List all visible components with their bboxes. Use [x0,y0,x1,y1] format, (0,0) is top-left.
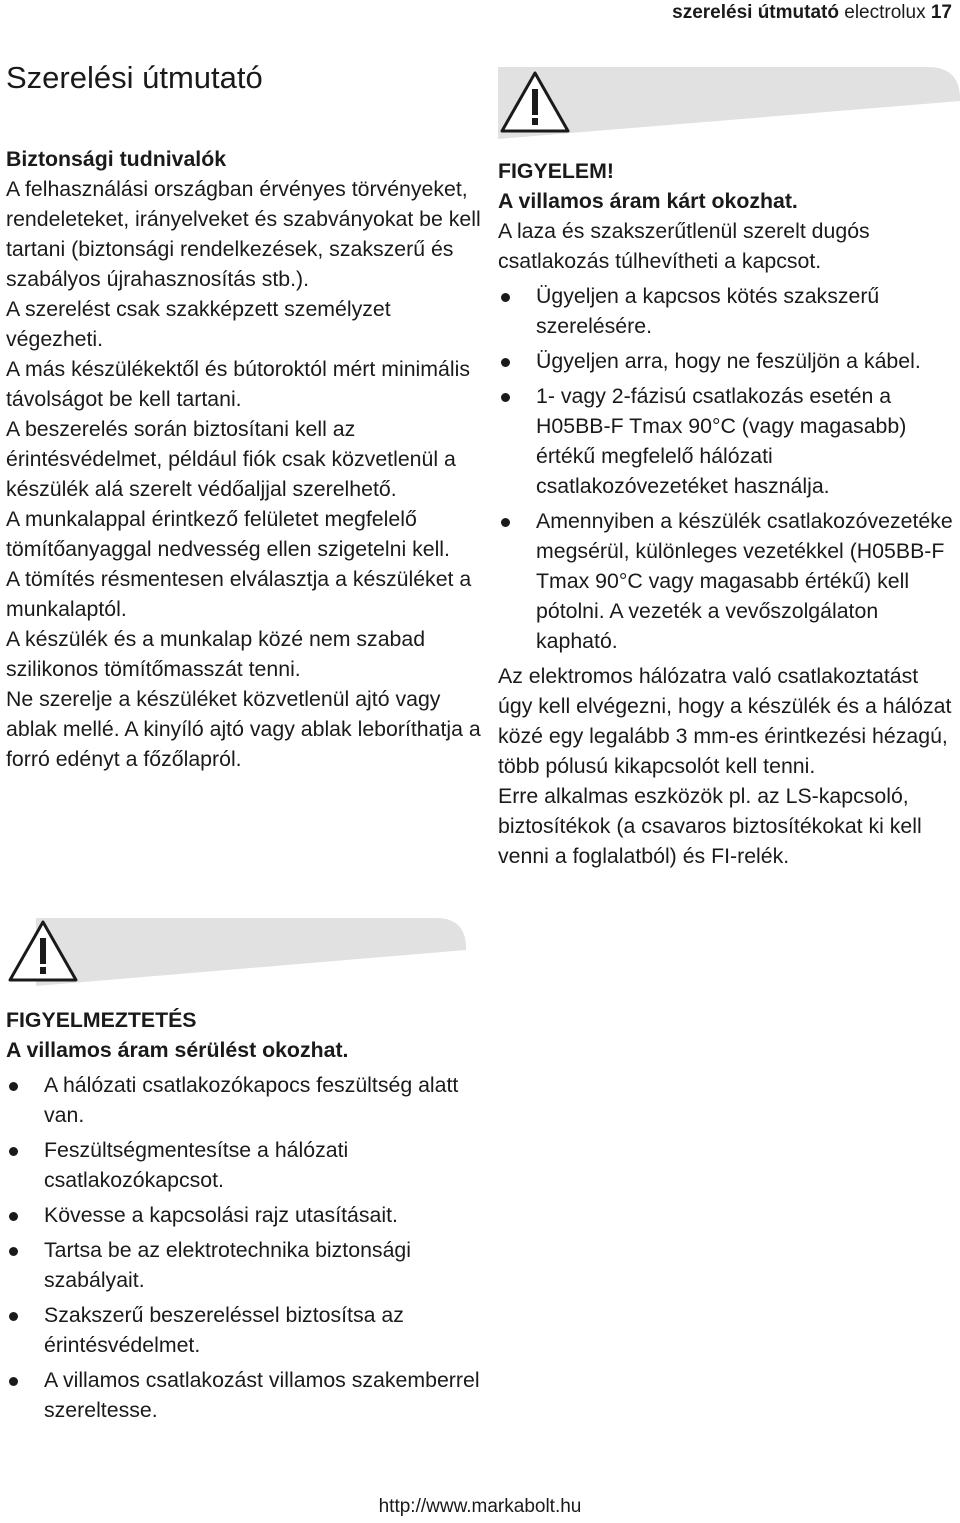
bullet-icon [501,358,510,367]
list-item: Amennyiben a készülék csatlakozóvezetéke megsérül, különleges vezetékkel (H05BB-F Tmax 90°C vagy magasabb értékű) kell pótolni. A vezeték a vevőszolgálaton kapható. [498,506,958,656]
list-item: Szakszerű beszereléssel biztosítsa az érintésvédelmet. [6,1300,486,1360]
safety-heading: Biztonsági tudnivalók [6,147,227,171]
list-item: 1- vagy 2-fázisú csatlakozás esetén a H05BB-F Tmax 90°C (vagy magasabb) értékű megfelelő hálózati csatlakozóvezetéket használja. [498,381,958,501]
left-column [6,144,486,774]
warning-section [6,1005,486,1430]
bullet-icon [9,1082,18,1091]
safety-paragraph: A készülék és a munkalap közé nem szabad szilikonos tömítőmasszát tenni. [6,627,426,681]
bullet-icon [9,1147,18,1156]
caution-subtitle: A villamos áram kárt okozhat. [498,189,798,213]
bullet-icon [9,1247,18,1256]
list-item: Feszültségmentesítse a hálózati csatlakozókapcsot. [6,1135,486,1195]
bullet-icon [501,393,510,402]
warning-list [6,1070,486,1425]
footer-url: http://www.markabolt.hu [378,1496,582,1517]
caution-list [498,281,958,656]
safety-paragraph: Ne szerelje a készüléket közvetlenül ajtó vagy ablak mellé. A kinyíló ajtó vagy ablak leboríthatja a forró edényt a főzőlapról. [6,687,481,771]
page-header [672,0,952,26]
list-item: A hálózati csatlakozókapocs feszültség alatt van. [6,1070,486,1130]
safety-paragraph: A beszerelés során biztosítani kell az érintésvédelmet, például fiók csak közvetlenül a készülék alá szerelt védőaljjal szerelhető. [6,417,456,501]
right-column [498,156,958,871]
caution-intro: A laza és szakszerűtlenül szerelt dugós csatlakozás túlhevítheti a kapcsot. [498,219,870,273]
safety-paragraph: A szerelést csak szakképzett személyzet végezheti. [6,297,391,351]
list-item: Kövesse a kapcsolási rajz utasításait. [6,1200,486,1230]
caution-banner-shape [498,67,960,139]
bullet-icon [9,1312,18,1321]
connection-paragraph: Az elektromos hálózatra való csatlakoztatást úgy kell elvégezni, hogy a készülék és a hálózat közé egy legalább 3 mm-es érintkezési hézagú, több pólusú kikapcsolót kell tenni. [498,664,952,778]
list-item: A villamos csatlakozást villamos szakemberrel szereltesse. [6,1365,486,1425]
connection-paragraph: Erre alkalmas eszközök pl. az LS-kapcsoló, biztosítékok (a csavaros biztosítékokat ki kell venni a foglalatból) és FI-relék. [498,784,922,868]
safety-paragraph: A más készülékektől és bútoroktól mért minimális távolságot be kell tartani. [6,357,470,411]
page-title: Szerelési útmutató [6,60,263,95]
caution-banner [498,67,960,139]
header-section: szerelési útmutató [672,2,839,23]
warning-title: FIGYELMEZTETÉS [6,1008,197,1032]
bullet-icon [9,1212,18,1221]
list-item: Tartsa be az elektrotechnika biztonsági szabályait. [6,1235,486,1295]
bullet-icon [501,518,510,527]
bullet-icon [9,1377,18,1386]
warning-banner [6,914,466,986]
header-brand: electrolux [844,2,926,23]
list-item: Ügyeljen arra, hogy ne feszüljön a kábel. [498,346,958,376]
caution-title: FIGYELEM! [498,159,614,183]
safety-paragraph: A felhasználási országban érvényes törvényeket, rendeleteket, irányelveket és szabványokat be kell tartani (biztonsági rendelkezések, szakszerű és szabályos újrahasznosítás stb.). [6,177,481,291]
list-item: Ügyeljen a kapcsos kötés szakszerű szerelésére. [498,281,958,341]
warning-subtitle: A villamos áram sérülést okozhat. [6,1038,349,1062]
safety-paragraph: A munkalappal érintkező felületet megfelelő tömítőanyaggal nedvesség ellen szigetelni kell. [6,507,450,561]
warning-banner-shape [6,914,466,986]
page-number: 17 [930,2,952,23]
bullet-icon [501,293,510,302]
safety-paragraph: A tömítés résmentesen elválasztja a készüléket a munkalaptól. [6,567,472,621]
